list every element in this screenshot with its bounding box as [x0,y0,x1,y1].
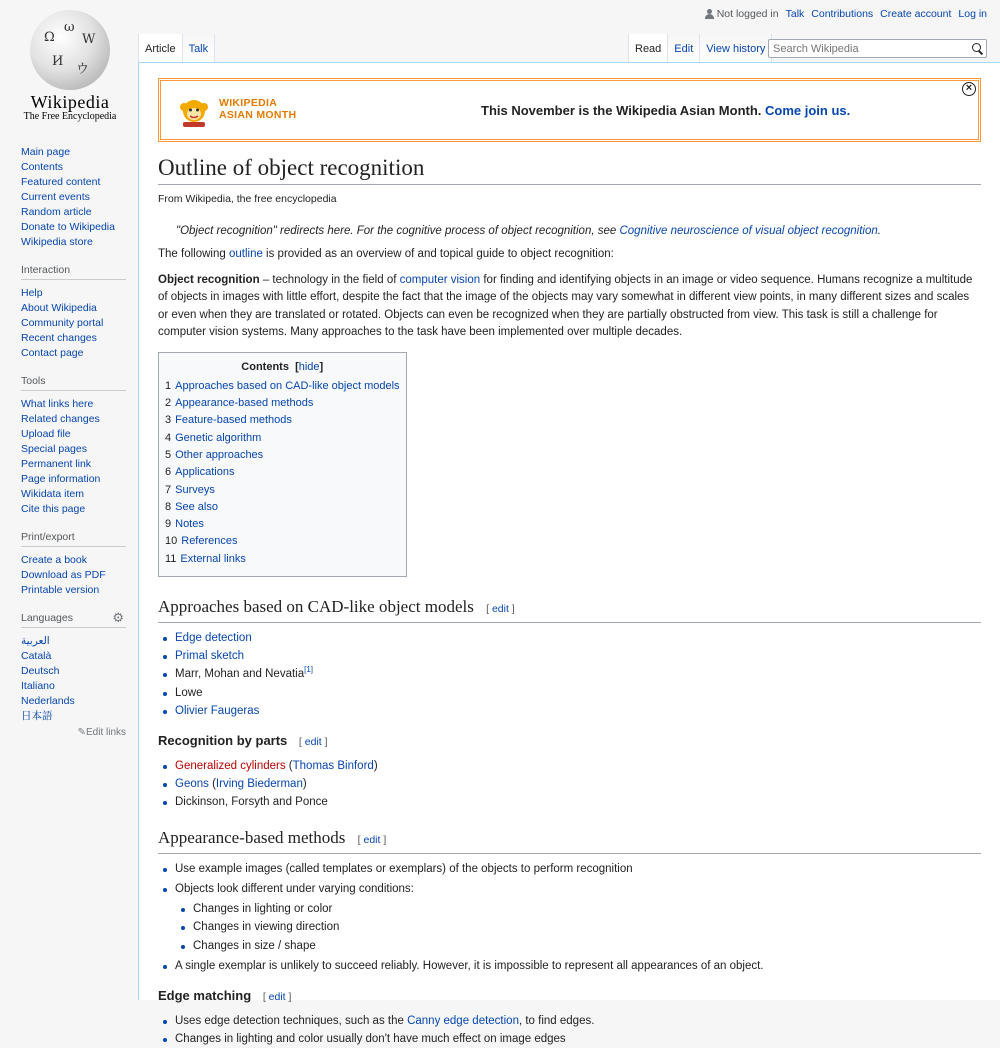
main-content [138,62,1000,1046]
lowe-text: Lowe [175,686,203,699]
sidebar-interaction-link[interactable]: Recent changes [21,332,97,344]
toc-item[interactable] [165,378,400,395]
sidebar-nav-item [21,190,126,205]
sidebar-nav-link[interactable]: Current events [21,191,90,203]
close-icon[interactable]: × [962,82,976,96]
section-title-parts: Recognition by parts [158,733,288,749]
sidebar-heading-tools: Tools [21,375,126,391]
edit-link-parts[interactable]: edit [304,736,322,749]
toc-link[interactable]: See also [175,500,218,513]
section-title-edge: Edge matching [158,987,252,1003]
section-edit-appearance: [ edit ] [357,833,387,846]
sidebar-nav-item [21,160,126,175]
toc-link[interactable]: Feature-based methods [175,414,292,427]
toc-item[interactable] [165,516,400,533]
list-item [175,957,981,975]
geons-link[interactable]: Geons [175,778,209,791]
definition-text-b: for finding and identifying objects in an image or video sequence. Humans recognize a multitude of objects in images with little effort, despite the fact that the image of the objects may vary somewhat in different view points, in many different sizes and scales or even when they are translated or rotated. Objects can even be recognized when they are partially obstructed from view. This task is still a challenge for computer vision systems. Many approaches to the task have been implemented over multiple decades. [158,273,973,338]
toc-number: 1 [165,379,172,392]
list-item [175,860,981,878]
parts-list [158,757,981,812]
section-heading-appearance [158,826,981,854]
toc-item[interactable] [165,412,400,429]
outline-link[interactable]: outline [228,248,263,260]
hatnote-text: "Object recognition" redirects here. For the cognitive process of object recognition, see [176,224,620,237]
sidebar-language-item [21,649,126,664]
sidebar-tools-item [21,487,126,502]
definition-text-a: – technology in the field of [259,273,400,286]
sidebar-tools-link[interactable]: Page information [21,473,101,485]
sidebar-tools-link[interactable]: Cite this page [21,503,86,515]
sidebar-heading-print-export: Print/export [21,531,126,547]
tab-talk[interactable]: Talk [182,34,216,62]
sidebar-print-item [21,568,126,583]
table-of-contents [158,352,407,578]
sidebar-print-item [21,583,126,598]
appearance-item-1: Use example images (called templates or exemplars) of the objects to perform recognition [175,862,633,875]
computer-vision-link[interactable]: computer vision [399,273,481,286]
toc-link[interactable]: Other approaches [175,448,264,461]
list-item [175,702,981,720]
tab-view-history[interactable]: View history [699,34,772,62]
asian-month-wordmark [219,97,296,121]
section-edit-cad: [ edit ] [486,603,515,616]
sidebar-tools-link[interactable]: Permanent link [21,458,92,470]
list-item [175,647,981,665]
toc-link[interactable]: External links [180,552,246,565]
intro-text-a: The following [158,248,229,260]
banner-join-link[interactable]: Come join us. [765,103,851,118]
pencil-icon: ✎ [77,727,86,738]
contributions-link[interactable]: Contributions [811,8,874,20]
cad-list [158,629,981,720]
log-in-link[interactable]: Log in [958,8,987,20]
generalized-cylinders-link[interactable]: Generalized cylinders [175,760,286,773]
appearance-item-2: Objects look different under varying conditions: [175,882,414,895]
sidebar-print-link[interactable]: Printable version [21,584,100,596]
section-edit-parts: [ edit ] [298,736,328,749]
sidebar-tools [21,375,126,517]
toc-item[interactable] [165,464,400,481]
personal-tools [705,8,987,20]
sidebar-interaction-link[interactable]: About Wikipedia [21,302,97,314]
search-icon[interactable] [970,41,985,56]
section-title-appearance: Appearance-based methods [158,827,346,847]
sidebar-tools-item [21,412,126,427]
sidebar-nav-link[interactable]: Random article [21,206,92,218]
languages-label: Languages [21,612,73,624]
tab-edit[interactable]: Edit [667,34,699,62]
not-logged-in [705,8,779,20]
list-item [175,665,981,683]
list-item [175,880,981,955]
toc-item[interactable] [165,447,400,464]
toc-link[interactable]: Approaches based on CAD-like object models [175,379,400,392]
appearance-sub-1: Changes in lighting or color [193,903,333,916]
edge-item-1a: Uses edge detection techniques, such as the [175,1014,408,1027]
sidebar-language-link[interactable]: 日本語 [21,710,53,722]
sidebar-print-link[interactable]: Create a book [21,554,87,566]
toc-number: 9 [165,518,172,531]
sidebar-tools-link[interactable]: Wikidata item [21,488,85,500]
edit-links-link[interactable] [21,727,126,738]
toc-link[interactable]: Genetic algorithm [175,431,262,444]
user-icon [705,9,714,19]
sidebar-tools-link[interactable]: What links here [21,398,94,410]
canny-link[interactable]: Canny edge detection [407,1014,519,1027]
list-item [193,937,981,955]
sidebar-tools-item [21,397,126,412]
sidebar-tools-item [21,472,126,487]
sidebar-interaction-link[interactable]: Help [21,287,43,299]
primal-sketch-link[interactable]: Primal sketch [175,650,245,663]
toc-number: 8 [165,500,172,513]
banner-message-text: This November is the Wikipedia Asian Month. [481,103,762,118]
toc-number: 6 [165,466,172,479]
marr-text: Marr, Mohan and Nevatia [175,668,305,681]
toc-item[interactable] [165,499,400,516]
sidebar-interaction-link[interactable]: Community portal [21,317,104,329]
sidebar-print-link[interactable]: Download as PDF [21,569,106,581]
section-title-cad: Approaches based on CAD-like object models [158,597,474,617]
toc-hide-toggle[interactable]: hide [298,360,320,373]
sidebar-language-link[interactable]: Nederlands [21,695,75,707]
sidebar-tools-link[interactable]: Upload file [21,428,71,440]
sidebar-tools-link[interactable]: Special pages [21,443,87,455]
sidebar-language-link[interactable]: Deutsch [21,665,60,677]
toc-number: 10 [165,535,178,548]
toc-link[interactable]: Applications [175,466,235,479]
edge-detection-link[interactable]: Edge detection [175,632,252,645]
sidebar-navigation [21,145,126,250]
sidebar-tools-item [21,442,126,457]
section-heading-edge [158,985,981,1008]
toc-link[interactable]: Appearance-based methods [175,397,314,410]
edge-list [158,1012,981,1048]
sidebar-print-export [21,531,126,598]
not-logged-in-label: Not logged in [716,8,779,20]
sidebar-interaction-link[interactable]: Contact page [21,347,84,359]
sidebar-nav-item [21,205,126,220]
toc-number: 5 [165,448,172,461]
list-item [175,1030,981,1048]
sidebar-language-item [21,634,126,649]
list-item: Generalized cylinders (Thomas Binford) [175,757,981,775]
create-account-link[interactable]: Create account [880,8,952,20]
appearance-sublist [175,900,981,955]
binford-link[interactable]: Thomas Binford [292,760,374,773]
sidebar-interaction [21,264,126,361]
dickinson-text: Dickinson, Forsyth and Ponce [175,796,328,809]
site-subtitle: From Wikipedia, the free encyclopedia [158,193,337,205]
sidebar-nav-link[interactable]: Wikipedia store [21,236,93,248]
toc-link[interactable]: Notes [175,518,204,531]
intro-paragraph [158,246,981,264]
toc-item[interactable] [165,533,400,550]
edge-item-2: Changes in lighting and color usually don't have much effect on image edges [175,1033,566,1046]
toc-link[interactable]: References [181,535,238,548]
puzzle-globe-icon: Ω ω W И ウ [30,10,110,90]
list-item [175,1012,981,1030]
logo-tagline: The Free Encyclopedia [23,111,117,122]
list-item [193,900,981,918]
edit-link-edge[interactable]: edit [268,990,286,1003]
section-heading-parts [158,730,981,753]
definition-term: Object recognition [158,273,260,286]
sidebar-tools-item [21,502,126,517]
sidebar-interaction-item [21,316,126,331]
sidebar-heading-interaction: Interaction [21,264,126,280]
hatnote-end: . [877,224,881,237]
edit-link-appearance[interactable]: edit [363,833,381,846]
banner-message [481,102,850,120]
sidebar-language-item [21,679,126,694]
toc-number: 2 [165,397,172,410]
sidebar-language-link[interactable]: العربية [21,635,50,647]
toc-item[interactable] [165,551,400,568]
sidebar-nav-link[interactable]: Main page [21,146,71,158]
page-title: Outline of object recognition [158,154,981,185]
appearance-item-3: A single exemplar is unlikely to succeed reliably. However, it is impossible to represent all appearances of an object. [175,959,764,972]
logo-wordmark: Wikipedia [30,92,110,112]
intro-text-b: is provided as an overview of and topical guide to object recognition: [262,248,614,260]
appearance-sub-2: Changes in viewing direction [193,921,340,934]
wikipedia-logo[interactable] [20,10,120,122]
talk-link[interactable]: Talk [785,8,805,20]
sidebar-print-item [21,553,126,568]
hatnote-link[interactable]: Cognitive neuroscience of visual object recognition [619,224,878,237]
toc-number: 3 [165,414,172,427]
edit-link-cad[interactable]: edit [491,603,509,616]
sidebar-language-item [21,694,126,709]
asian-month-logo [177,95,299,127]
appearance-sub-3: Changes in size / shape [193,939,316,952]
toc-item[interactable] [165,395,400,412]
list-item [175,629,981,647]
edge-item-1b: , to find edges. [518,1014,595,1027]
sidebar-nav-link[interactable]: Featured content [21,176,101,188]
sidebar-nav-item [21,145,126,160]
list-item: Geons (Irving Biederman) [175,775,981,793]
toc-link[interactable]: Surveys [175,483,215,496]
tab-read[interactable]: Read [628,34,667,62]
biederman-link[interactable]: Irving Biederman [215,778,303,791]
edit-links-label: Edit links [85,727,126,738]
sidebar-interaction-item [21,346,126,361]
sidebar-interaction-item [21,301,126,316]
search-input[interactable] [768,39,987,58]
faugeras-link[interactable]: Olivier Faugeras [175,704,260,717]
namespace-tabs [138,34,215,62]
sidebar-language-link[interactable]: Italiano [21,680,55,692]
sidebar-languages [21,612,126,738]
sidebar-language-item [21,709,126,724]
brand-line-1: WIKIPEDIA [219,97,278,109]
sidebar-nav-link[interactable]: Contents [21,161,64,173]
sidebar-interaction-item [21,331,126,346]
gear-icon[interactable]: ⚙ [112,610,124,625]
toc-number: 7 [165,483,172,496]
site-notice-banner [158,78,981,142]
sidebar-tools-item [21,427,126,442]
sidebar-nav-item [21,175,126,190]
sidebar [21,145,126,752]
section-heading-cad [158,595,981,623]
sidebar-heading-languages [21,612,126,628]
sidebar-tools-item [21,457,126,472]
section-edit-edge: [ edit ] [262,990,292,1003]
sidebar-tools-link[interactable]: Related changes [21,413,100,425]
sidebar-language-item [21,664,126,679]
tab-article[interactable]: Article [138,34,182,62]
toc-title: Contents [hide] [241,360,324,373]
reference-1-link[interactable]: [1] [304,665,314,675]
list-item [175,684,981,702]
brand-line-2: ASIAN MONTH [219,109,297,121]
toc-item[interactable] [165,430,400,447]
toc-number: 11 [165,552,177,565]
view-tabs [628,34,772,62]
sidebar-nav-item [21,220,126,235]
toc-number: 4 [165,431,172,444]
sidebar-language-link[interactable]: Català [21,650,52,662]
sidebar-nav-link[interactable]: Donate to Wikipedia [21,221,115,233]
list-item [175,793,981,811]
monkey-mascot-icon [177,97,211,127]
toc-item[interactable] [165,482,400,499]
definition-paragraph [158,272,981,342]
hatnote [158,223,981,241]
list-item [193,918,981,936]
sidebar-interaction-item [21,286,126,301]
toc-title-label: Contents [241,360,289,373]
appearance-list [158,860,981,975]
sidebar-nav-item [21,235,126,250]
